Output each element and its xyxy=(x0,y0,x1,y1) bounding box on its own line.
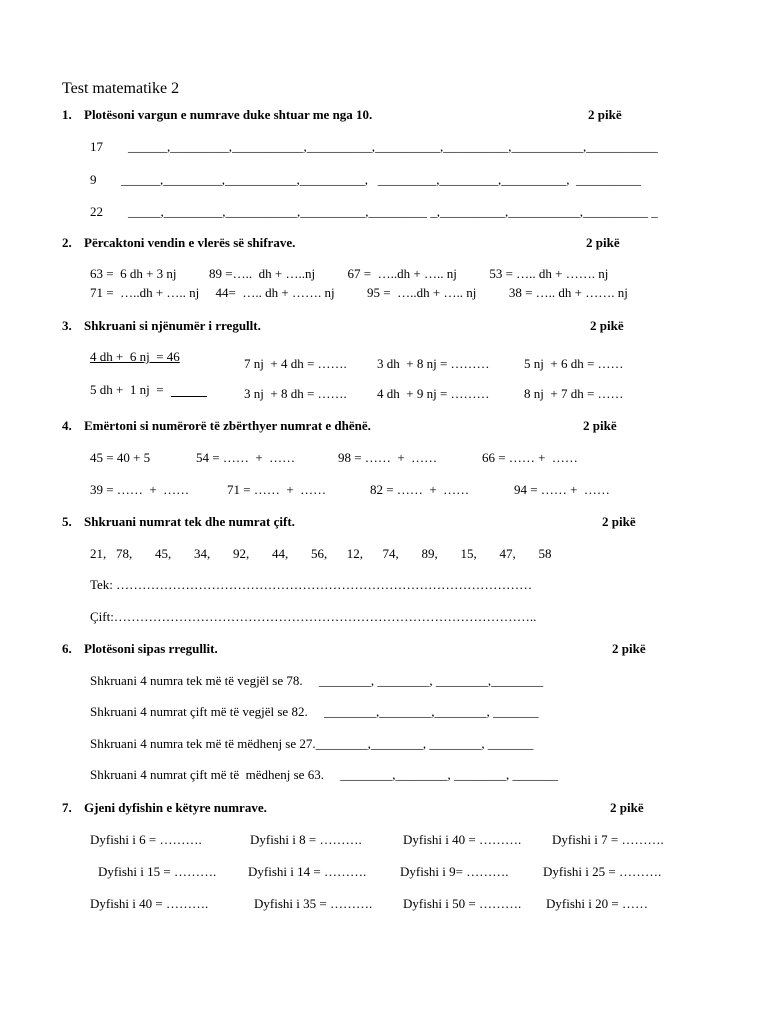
sequence-blanks: ______,_________,___________,__________,__________,__________,___________,___________ xyxy=(128,139,658,154)
exercise-item: 3 nj + 8 dh = ……. xyxy=(244,386,347,401)
question-4-heading xyxy=(62,418,702,434)
double-item: Dyfishi i 20 = …… xyxy=(546,896,648,911)
double-item: Dyfishi i 15 = ………. xyxy=(98,864,217,879)
question-text: Emërtoni si numërorë të zbërthyer numrat e dhënë. xyxy=(84,418,371,433)
question-7-heading xyxy=(62,800,702,816)
exercise-item: 98 = …… + …… xyxy=(338,450,438,465)
exercise-item: 82 = …… + …… xyxy=(370,482,470,497)
sequence-blanks: ______,_________,___________,__________, _________,_________,__________, __________ xyxy=(121,172,641,187)
question-number: 1. xyxy=(62,107,72,122)
exercise-item: 3 dh + 8 nj = ……… xyxy=(377,356,490,371)
question-6-heading xyxy=(62,641,702,657)
number-list: 21, 78, 45, 34, 92, 44, 56, 12, 74, 89, 15, 47, 58 xyxy=(90,546,552,561)
exercise-item: 54 = …… + …… xyxy=(196,450,296,465)
exercise-item: 71 = …… + …… xyxy=(227,482,327,497)
points-label: 2 pikë xyxy=(602,514,636,529)
question-number: 6. xyxy=(62,641,72,656)
double-item: Dyfishi i 50 = ………. xyxy=(403,896,522,911)
points-label: 2 pikë xyxy=(583,418,617,433)
question-text: Plotësoni sipas rregullit. xyxy=(84,641,218,656)
question-number: 7. xyxy=(62,800,72,815)
even-numbers-line: Çift:…………………………………………………………………………………….. xyxy=(90,609,537,624)
double-item: Dyfishi i 7 = ………. xyxy=(552,832,664,847)
double-item: Dyfishi i 40 = ………. xyxy=(403,832,522,847)
question-1-heading xyxy=(62,107,702,123)
question-2-heading xyxy=(62,235,702,251)
question-text: Gjeni dyfishin e këtyre numrave. xyxy=(84,800,267,815)
place-value-line: 63 = 6 dh + 3 nj 89 =….. dh + …..nj 67 = …..dh + ….. nj 53 = ….. dh + ……. nj xyxy=(90,266,609,281)
sequence-start: 22 xyxy=(90,204,103,219)
sequence-start: 17 xyxy=(90,139,103,154)
exercise-item: 8 nj + 7 dh = …… xyxy=(524,386,624,401)
question-text: Shkruani si njënumër i rregullt. xyxy=(84,318,261,333)
double-item: Dyfishi i 40 = ………. xyxy=(90,896,209,911)
exercise-item: 5 nj + 6 dh = …… xyxy=(524,356,624,371)
exercise-item: 5 dh + 1 nj = xyxy=(90,382,164,397)
question-number: 5. xyxy=(62,514,72,529)
double-item: Dyfishi i 25 = ………. xyxy=(543,864,662,879)
sequence-blanks: _____,_________,___________,__________,_________ _,__________,___________,__________ _ xyxy=(128,204,658,219)
question-5-heading xyxy=(62,514,702,530)
double-item: Dyfishi i 9= ………. xyxy=(400,864,509,879)
question-3-heading xyxy=(62,318,702,334)
place-value-line: 71 = …..dh + ….. nj 44= ….. dh + ……. nj 95 = …..dh + ….. nj 38 = ….. dh + ……. nj xyxy=(90,285,628,300)
points-label: 2 pikë xyxy=(610,800,644,815)
question-text: Përcaktoni vendin e vlerës së shifrave. xyxy=(84,235,296,250)
exercise-line: Shkruani 4 numra tek më të vegjël se 78. ________, ________, ________,________ xyxy=(90,673,544,688)
exercise-item: 94 = …… + …… xyxy=(514,482,610,497)
points-label: 2 pikë xyxy=(590,318,624,333)
exercise-line: Shkruani 4 numrat çift më të vegjël se 82. ________,________,________, _______ xyxy=(90,704,539,719)
double-item: Dyfishi i 14 = ………. xyxy=(248,864,367,879)
exercise-item: 66 = …… + …… xyxy=(482,450,578,465)
exercise-item: 4 dh + 6 nj = 46 xyxy=(90,349,180,364)
question-number: 2. xyxy=(62,235,72,250)
question-number: 3. xyxy=(62,318,72,333)
points-label: 2 pikë xyxy=(612,641,646,656)
question-text: Shkruani numrat tek dhe numrat çift. xyxy=(84,514,295,529)
double-item: Dyfishi i 35 = ………. xyxy=(254,896,373,911)
question-text: Plotësoni vargun e numrave duke shtuar me nga 10. xyxy=(84,107,373,122)
question-number: 4. xyxy=(62,418,72,433)
exercise-item: 45 = 40 + 5 xyxy=(90,450,151,465)
sequence-start: 9 xyxy=(90,172,97,187)
exercise-item: 39 = …… + …… xyxy=(90,482,190,497)
double-item: Dyfishi i 8 = ………. xyxy=(250,832,362,847)
page-title: Test matematike 2 xyxy=(62,80,180,97)
points-label: 2 pikë xyxy=(588,107,622,122)
points-label: 2 pikë xyxy=(586,235,620,250)
double-item: Dyfishi i 6 = ………. xyxy=(90,832,202,847)
exercise-item: 4 dh + 9 nj = ……… xyxy=(377,386,490,401)
exercise-line: Shkruani 4 numra tek më të mëdhenj se 27.________,________, ________, _______ xyxy=(90,736,534,751)
exercise-line: Shkruani 4 numrat çift më të mëdhenj se 63. ________,________, ________, _______ xyxy=(90,767,558,782)
exercise-item: 7 nj + 4 dh = ……. xyxy=(244,356,347,371)
odd-numbers-line: Tek: …………………………………………………………………………………… xyxy=(90,577,533,592)
answer-blank xyxy=(171,396,207,397)
